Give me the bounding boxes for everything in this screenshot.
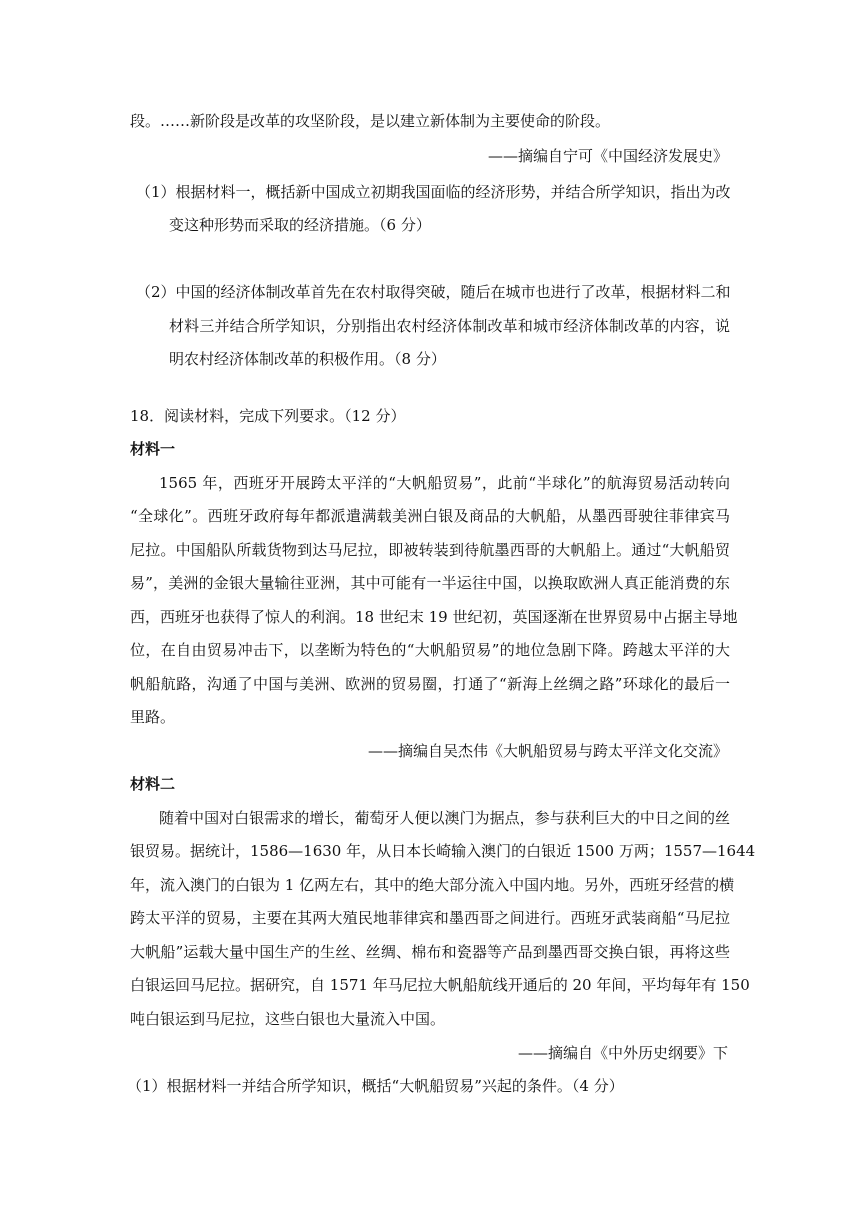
q18-m2-line: 吨白银运到马尼拉，这些白银也大量流入中国。 [130, 1010, 446, 1028]
q18-m1-line: “全球化”。西班牙政府每年都派遣满载美洲白银及商品的大帆船，从墨西哥驶往菲律宾马 [130, 507, 730, 525]
q18-m2-line: 跨太平洋的贸易，主要在其两大殖民地菲律宾和墨西哥之间进行。西班牙武装商船“马尼拉 [130, 909, 730, 927]
q17-sub2-line2: 材料三并结合所学知识，分别指出农村经济体制改革和城市经济体制改革的内容，说 [169, 317, 730, 335]
q17-sub1-line1: （1）根据材料一，概括新中国成立初期我国面临的经济形势，并结合所学知识，指出为改 [136, 183, 731, 201]
q17-sub2-line1: （2）中国的经济体制改革首先在农村取得突破，随后在城市也进行了改革，根据材料二和 [136, 283, 731, 301]
q18-m2-line: 白银运回马尼拉。据研究，自 1571 年马尼拉大帆船航线开通后的 20 年间，平均每年有 150 [130, 976, 750, 994]
q18-material1-label: 材料一 [130, 440, 176, 458]
q18-material2-label: 材料二 [130, 775, 176, 793]
q18-m2-line: 大帆船”运载大量中国生产的生丝、丝绸、棉布和瓷器等产品到墨西哥交换白银，再将这些 [130, 943, 730, 961]
q18-m1-line: 尼拉。中国船队所载货物到达马尼拉，即被转装到待航墨西哥的大帆船上。通过“大帆船贸 [130, 541, 730, 559]
q18-m1-line: 1565 年，西班牙开展跨太平洋的“大帆船贸易”，此前“半球化”的航海贸易活动转向 [159, 474, 730, 492]
q18-heading: 18．阅读材料，完成下列要求。（12 分） [130, 407, 406, 425]
q17-sub2-line3: 明农村经济体制改革的积极作用。（8 分） [169, 350, 446, 368]
q18-m1-line: 西，西班牙也获得了惊人的利润。18 世纪末 19 世纪初，英国逐渐在世界贸易中占据主导地 [130, 608, 738, 626]
q18-sub1-question: （1）根据材料一并结合所学知识，概括“大帆船贸易”兴起的条件。（4 分） [127, 1077, 624, 1095]
q18-m1-source-citation: ——摘编自吴杰伟《大帆船贸易与跨太平洋文化交流》 [367, 742, 728, 760]
q18-m2-line: 年，流入澳门的白银为 1 亿两左右，其中的绝大部分流入中国内地。另外，西班牙经营的横 [130, 876, 735, 894]
q17-source-citation: ——摘编自宁可《中国经济发展史》 [487, 147, 728, 165]
q18-m1-line: 易”，美洲的金银大量输往亚洲，其中可能有一半运往中国，以换取欧洲人真正能消费的东 [130, 574, 730, 592]
q17-material-tail: 段。……新阶段是改革的攻坚阶段，是以建立新体制为主要使命的阶段。 [130, 112, 611, 130]
q18-m1-line: 帆船航路，沟通了中国与美洲、欧洲的贸易圈，打通了“新海上丝绸之路”环球化的最后一 [130, 675, 730, 693]
q18-m1-line: 位，在自由贸易冲击下，以垄断为特色的“大帆船贸易”的地位急剧下降。跨越太平洋的大 [130, 641, 730, 659]
q18-m1-line: 里路。 [130, 708, 176, 726]
q18-m2-line: 随着中国对白银需求的增长，葡萄牙人便以澳门为据点，参与获利巨大的中日之间的丝 [159, 809, 730, 827]
q18-m2-source-citation: ——摘编自《中外历史纲要》下 [517, 1044, 728, 1062]
q17-sub1-line2: 变这种形势而采取的经济措施。（6 分） [169, 216, 431, 234]
q18-m2-line: 银贸易。据统计，1586—1630 年，从日本长崎输入澳门的白银近 1500 万两；1557—1644 [130, 842, 756, 860]
